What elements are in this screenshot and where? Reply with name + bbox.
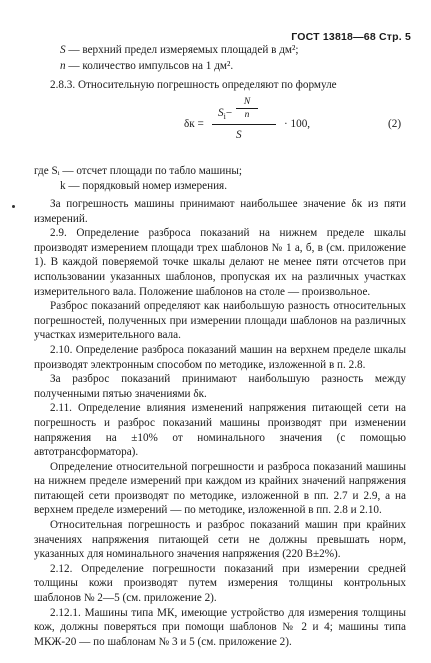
where-line-2: k — порядковый номер измерения. [60, 180, 228, 192]
numerator-s: S [218, 107, 224, 119]
definition-n-text: — количество импульсов на 1 дм². [68, 60, 234, 72]
paragraph: За погрешность машины принимают наибольшее значение δк из пяти измерений. [34, 198, 406, 225]
numerator-minus: − [225, 107, 233, 119]
definition-s [60, 43, 298, 58]
formula-subfraction [236, 97, 258, 107]
formula-lhs: δк = [184, 118, 204, 130]
formula [184, 97, 334, 157]
denominator-s: S [236, 129, 242, 141]
subfraction-denominator: n [244, 110, 250, 120]
body-text [34, 197, 406, 649]
definition-n [60, 59, 233, 74]
subfraction-numerator: N [243, 97, 251, 107]
paragraph: Относительная погрешность и разброс показаний машин при крайних значениях напряжения питающей сети не должны превышать норм, указанных для номинального значения напряжения (220 В±2%). [34, 519, 406, 561]
formula-fraction [212, 97, 282, 155]
formula-multiplier: · 100, [284, 118, 311, 130]
symbol-s: S [60, 44, 66, 56]
definition-s-text: — верхний предел измеряемых площадей в дм²; [68, 44, 299, 56]
paragraph-2-10: 2.10. Определение разброса показаний машин на верхнем пределе шкалы производят электронным способом по методике, изложенной в п. 2.8. [34, 343, 406, 371]
paragraph-2-12-1: 2.12.1. Машины типа МК, имеющие устройство для измерения толщины кож, должны поверяться при помощи шаблонов № 2 и 4; машины типа МКЖ-20 — по шаблонам № 3 и 5 (см. приложение 2). [34, 606, 406, 648]
paragraph: За разброс показаний принимают наибольшую разность между полученными пятью значениями δк. [34, 373, 406, 400]
subfraction-bar [236, 108, 258, 109]
subfraction-denominator-wrap [236, 110, 258, 120]
page-header: ГОСТ 13818—68 Стр. 5 [291, 31, 411, 43]
paragraph-2-12: 2.12. Определение погрешности показаний при измерении средней толщины кожи производят путем измерения толщины контрольных шаблонов № 2—5 (см. приложение 2). [34, 562, 406, 605]
formula-denominator [236, 128, 242, 143]
formula-numerator [218, 106, 232, 121]
margin-dot [12, 205, 15, 208]
paragraph: Определение относительной погрешности и разброса показаний машины на нижнем пределе измерений при каждом из крайних значений напряжения питающей сети производят по методике, изложенной в пп. 2.7 и 2.9, а на верхнем пределе измерений — по методике, изложенной в пп. 2.8 и 2.10. [34, 460, 406, 517]
symbol-n: n [60, 60, 66, 72]
equation-number: (2) [388, 118, 402, 130]
where-line-1: где Sᵢ — отсчет площади по табло машины; [34, 165, 242, 177]
paragraph-2-11: 2.11. Определение влияния изменений напряжения питающей сети на погрешность и разброс показаний машины производят при изменении напряжения на ±10% от номинального значения (с помощью автотрансформатора). [34, 402, 406, 459]
paragraph: Разброс показаний определяют как наибольшую разность относительных погрешностей, полученных при измерении площади шаблонов на различных участках измерительного вала. [34, 300, 406, 342]
numerator-sub: i [223, 112, 226, 122]
fraction-bar [212, 124, 276, 125]
paragraph-2-8-3: 2.8.3. Относительную погрешность определяют по формуле [50, 79, 337, 91]
paragraph-2-9: 2.9. Определение разброса показаний на нижнем пределе шкалы производят измерением площади трех шаблонов № 1 а, б, в (см. приложение 1). В каждой поверяемой точке шкалы делают не менее пяти отсчетов при использовании указанных шаблонов, пропуская их на различных участках измерительного вала. Положение шаблонов на столе — произвольное. [34, 227, 406, 298]
